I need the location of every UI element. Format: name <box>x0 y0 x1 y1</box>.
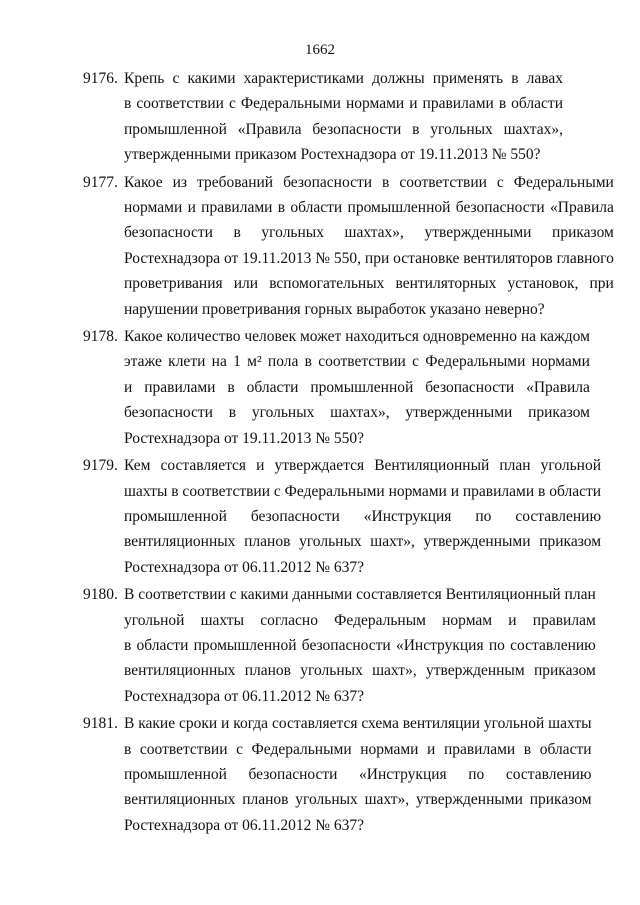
question-line: В какие сроки и когда составляется схема вентиляции угольной шахты <box>124 715 592 733</box>
question-text <box>124 453 601 580</box>
question-line: промышленной безопасности «Инструкция по составлению <box>124 765 592 783</box>
question-text <box>124 711 592 838</box>
question-line: Какое количество человек может находиться одновременно на каждом <box>124 328 590 346</box>
question-line: Ростехнадзора от 06.11.2012 № 637? <box>124 687 365 705</box>
question-line: Ростехнадзора от 19.11.2013 № 550? <box>124 429 365 447</box>
question-text <box>124 66 563 168</box>
question-line: промышленной «Правила безопасности в угольных шахтах», <box>124 120 563 138</box>
question-line: Какое из требований безопасности в соответствии с Федеральными <box>124 173 614 191</box>
question-list <box>83 66 614 840</box>
question-line: проветривания или вспомогательных вентиляторных установок, при <box>124 275 614 293</box>
question-line: в области промышленной безопасности «Инструкция по составлению <box>124 636 596 654</box>
question-line: нарушении проветривания горных выработок указано неверно? <box>124 300 545 318</box>
question-line: нормами и правилами в области промышленной безопасности «Правила <box>124 199 614 217</box>
question-line: безопасности в угольных шахтах», утвержденными приказом <box>124 224 614 242</box>
question-line: промышленной безопасности «Инструкция по составлению <box>124 507 602 525</box>
question-number: 9180. <box>83 586 118 604</box>
question-line: утвержденными приказом Ростехнадзора от 19.11.2013 № 550? <box>124 146 541 164</box>
question-number: 9181. <box>83 715 118 733</box>
question-number: 9179. <box>83 457 118 475</box>
question-number: 9176. <box>83 70 118 87</box>
question-line: и правилами в области промышленной безопасности «Правила <box>124 378 590 396</box>
question-text <box>124 582 596 709</box>
question-line: Ростехнадзора от 06.11.2012 № 637? <box>124 558 365 576</box>
question-line: вентиляционных планов угольных шахт», утвержденными приказом <box>124 533 602 551</box>
question-line: угольной шахты согласно Федеральным нормам и правилам <box>124 611 596 629</box>
question-line: Ростехнадзора от 06.11.2012 № 637? <box>124 816 365 834</box>
question-line: этаже клети на 1 м² пола в соответствии с Федеральными нормами <box>124 353 590 371</box>
question-item <box>83 453 602 580</box>
question-line: в соответствии с Федеральными нормами и правилами в области <box>124 740 592 758</box>
question-line: безопасности в угольных шахтах», утвержденными приказом <box>124 404 590 422</box>
question-number: 9177. <box>83 173 118 191</box>
question-line: вентиляционных планов угольных шахт», утвержденным приказом <box>124 662 596 680</box>
question-number: 9178. <box>83 328 118 346</box>
question-item <box>83 711 592 838</box>
question-item <box>83 324 590 451</box>
question-line: Кем составляется и утверждается Вентиляционный план угольной <box>124 457 602 475</box>
question-line: Крепь с какими характеристиками должны применять в лавах <box>124 70 563 87</box>
page-number: 1662 <box>305 42 335 58</box>
question-item <box>83 66 563 168</box>
question-item <box>83 170 614 322</box>
question-line: шахты в соответствии с Федеральными нормами и правилами в области <box>124 482 602 500</box>
question-line: Ростехнадзора от 19.11.2013 № 550, при остановке вентиляторов главного <box>124 249 614 267</box>
question-line: В соответствии с какими данными составляется Вентиляционный план <box>124 586 596 604</box>
question-line: вентиляционных планов угольных шахт», утвержденными приказом <box>124 791 592 809</box>
question-item <box>83 582 596 709</box>
question-text <box>124 170 614 322</box>
question-text <box>124 324 590 451</box>
question-line: в соответствии с Федеральными нормами и правилами в области <box>124 95 563 113</box>
